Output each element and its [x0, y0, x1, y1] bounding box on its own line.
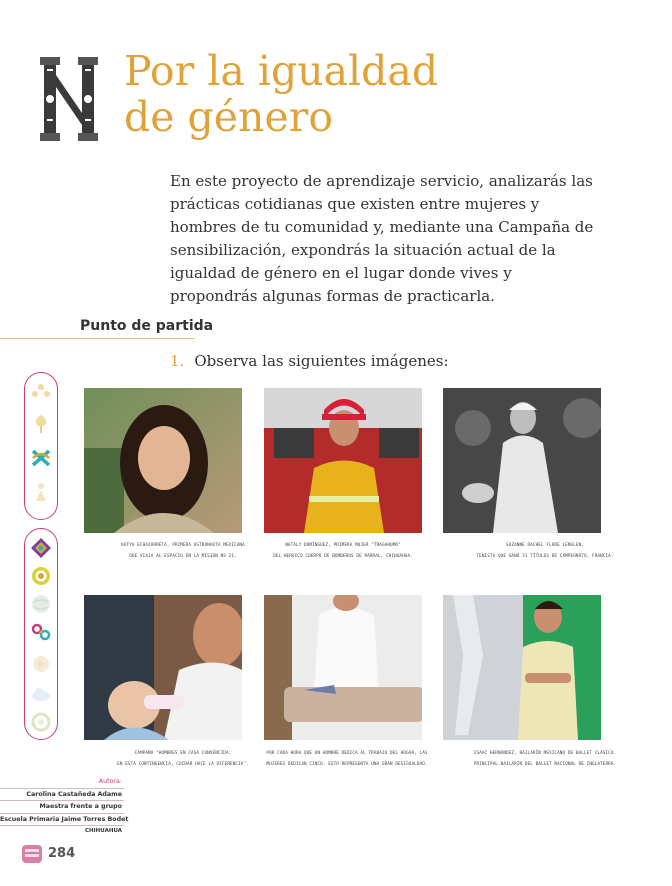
authors-block	[0, 776, 129, 838]
author-name: Carolina Castañeda Adame	[0, 789, 124, 802]
book-series-icon	[22, 845, 42, 863]
caption-5-line-1: POR CADA HORA QUE UN HOMBRE DEDICA AL TRABAJO DEL HOGAR, LAS	[266, 751, 428, 756]
sun-icon	[30, 711, 52, 733]
knot-icon	[30, 447, 52, 469]
section-divider	[0, 338, 195, 339]
photo-nataly-dominguez	[264, 388, 422, 533]
author-school: Escuela Primaria Jaime Torres Bodet	[0, 814, 124, 827]
author-role: Maestra frente a grupo	[0, 801, 124, 814]
photo-katya-echazarreta	[84, 388, 242, 533]
page-number: 284	[48, 846, 76, 861]
caption-3-line-2: TENISTA QUE GANÓ 31 TÍTULOS DE CAMPEONATO, FRANCIA.	[476, 554, 614, 559]
caption-5	[262, 748, 432, 770]
caption-3-line-1: SUZANNE RACHEL FLORE LENGLEN,	[506, 543, 584, 548]
links-icon	[30, 621, 52, 643]
caption-5-line-2: MUJERES DEDICAN CINCO. ESTO REPRESENTA UNA GRAN DESIGUALDAD.	[266, 762, 428, 767]
cloud-icon	[30, 683, 52, 705]
caption-1-line-2: QUE VIAJA AL ESPACIO EN LA MISIÓN NS-21.	[129, 554, 237, 559]
tree-icon	[30, 413, 52, 435]
caption-2	[258, 540, 428, 562]
figure-icon	[30, 481, 52, 503]
step-instruction	[170, 352, 449, 370]
sidebar-pill-top	[24, 372, 58, 520]
globe-icon	[30, 593, 52, 615]
caption-1	[98, 540, 268, 562]
target-icon	[30, 565, 52, 587]
caption-4	[98, 748, 268, 770]
decorative-initial-logo	[38, 55, 100, 143]
page-title	[124, 48, 438, 140]
photo-man-ironing	[264, 595, 422, 740]
caption-3	[460, 540, 630, 562]
caption-1-line-1: KATYA ECHAZARRETA, PRIMERA ASTRONAUTA MEXICANA	[121, 543, 245, 548]
caption-4-line-1: CAMPAÑA "HOMBRES EN CASA CONVENCIDA:	[134, 751, 232, 756]
caption-2-line-2: DEL HEROICO CUERPO DE BOMBEROS DE PARRAL, CHIHUAHUA.	[273, 554, 413, 559]
diamond-icon	[30, 537, 52, 559]
caption-6-line-2: PRINCIPAL BAILARÍN DEL BALLET NACIONAL DE INGLATERRA.	[473, 762, 617, 767]
photo-isaac-hernandez	[443, 595, 601, 740]
author-state: CHIHUAHUA	[85, 828, 122, 834]
caption-6	[460, 748, 630, 770]
step-number: 1.	[170, 352, 185, 370]
caption-2-line-1: NATALY DOMÍNGUEZ, PRIMERA MUJER "TRAGAHUMO"	[285, 543, 401, 548]
title-line-1: Por la igualdad	[124, 47, 439, 95]
caption-6-line-1: ISAAC HERNÁNDEZ, BAILARÍN MEXICANO DE BALLET CLÁSICO.	[473, 751, 617, 756]
title-line-2: de género	[124, 93, 334, 141]
photo-suzanne-lenglen	[443, 388, 601, 533]
photo-father-feeding-baby	[84, 595, 242, 740]
section-title: Punto de partida	[80, 318, 214, 334]
step-text: Observa las siguientes imágenes:	[194, 352, 449, 370]
community-icon	[30, 381, 52, 403]
flower-icon	[30, 653, 52, 675]
sidebar-pill-bottom	[24, 528, 58, 740]
intro-paragraph: En este proyecto de aprendizaje servicio, analizarás las prácticas cotidianas que existen entre mujeres y hombres de tu comunidad y, mediante una Campaña de sensibilización, expondrás la situación actual de la igualdad de género en el lugar donde vives y propondrás algunas formas de practicarla.	[170, 172, 594, 305]
authors-heading: Autora:	[0, 776, 124, 789]
caption-4-line-2: EN ESTA CONTINGENCIA, CUIDAR HACE LA DIFERENCIA".	[117, 762, 249, 767]
